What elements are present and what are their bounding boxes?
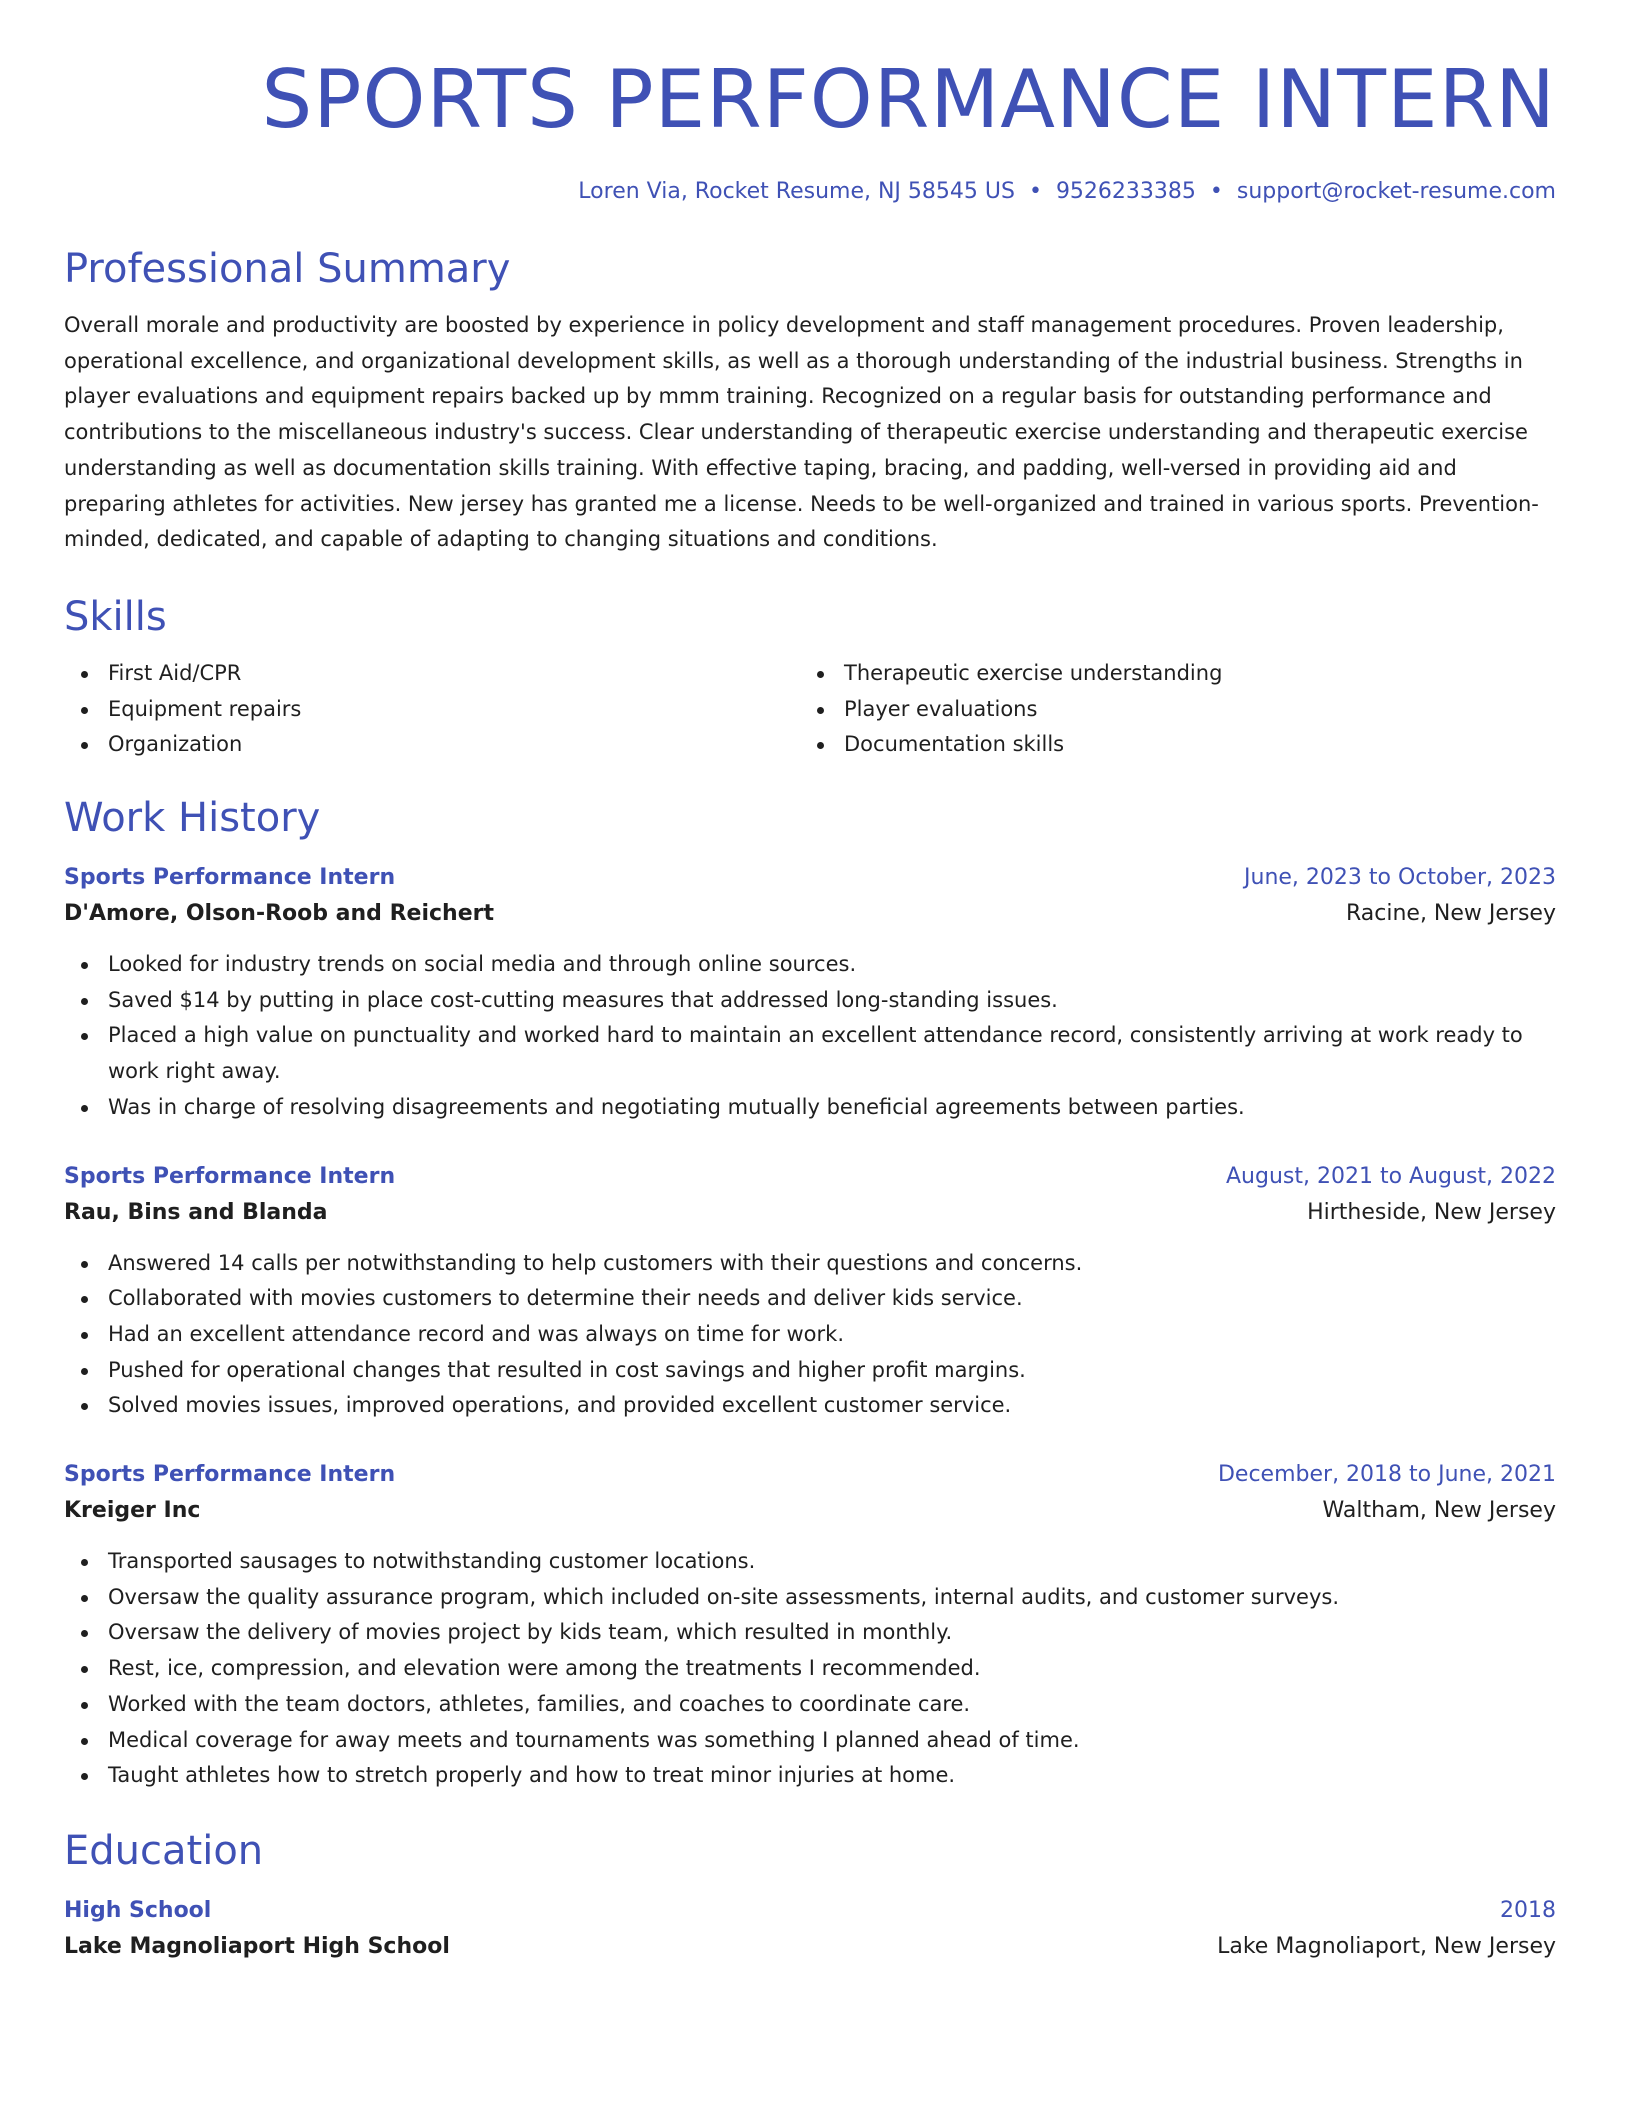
job-location: Waltham, New Jersey	[1322, 1498, 1556, 1524]
job-title-row	[64, 1458, 1556, 1492]
job-company-row	[64, 1194, 1556, 1232]
candidate-name: SPORTS PERFORMANCE INTERN	[261, 53, 1556, 146]
contact-separator: •	[1028, 179, 1042, 204]
contact-separator: •	[1209, 179, 1223, 204]
job-company-row	[64, 895, 1556, 933]
summary-section	[64, 244, 1556, 558]
contact-address: Loren Via, Rocket Resume, NJ 58545 US	[578, 179, 1015, 204]
job-bullets	[64, 947, 1556, 1126]
contact-phone: 9526233385	[1055, 179, 1196, 204]
skills-grid	[64, 656, 1556, 763]
job-bullet: Pushed for operational changes that resulted in cost savings and higher profit margins.	[64, 1353, 1556, 1389]
job-bullet: Solved movies issues, improved operations, and provided excellent customer service.	[64, 1388, 1556, 1424]
education-degree-row	[64, 1894, 1556, 1928]
resume-page	[64, 52, 1556, 1966]
job-bullet: Oversaw the quality assurance program, which included on-site assessments, internal audits, and customer surveys.	[64, 1580, 1556, 1616]
job-bullet: Placed a high value on punctuality and worked hard to maintain an excellent attendance record, consistently arriving at work ready to work right away.	[64, 1018, 1556, 1089]
education-entry	[64, 1894, 1556, 1966]
job-bullet: Saved $14 by putting in place cost-cutting measures that addressed long-standing issues.	[64, 983, 1556, 1019]
job-entry	[64, 1458, 1556, 1794]
job-bullet: Oversaw the delivery of movies project by kids team, which resulted in monthly.	[64, 1615, 1556, 1651]
job-title: Sports Performance Intern	[64, 1163, 396, 1189]
job-bullet: Collaborated with movies customers to determine their needs and deliver kids service.	[64, 1281, 1556, 1317]
job-company: D'Amore, Olson-Roob and Reichert	[64, 901, 494, 927]
skill-item: Equipment repairs	[64, 692, 800, 728]
job-bullets	[64, 1544, 1556, 1794]
job-dates: December, 2018 to June, 2021	[1217, 1462, 1556, 1488]
summary-text: Overall morale and productivity are boosted by experience in policy development and staff management procedures. Proven leadership, operational excellence, and organizational development skills, as well as a thorough understanding of the industrial business. Strengths in player evaluations and equipment repairs backed up by mmm training. Recognized on a regular basis for outstanding performance and contributions to the miscellaneous industry's success. Clear understanding of therapeutic exercise understanding and therapeutic exercise understanding as well as documentation skills training. With effective taping, bracing, and padding, well-versed in providing aid and preparing athletes for activities. New jersey has granted me a license. Needs to be well-organized and trained in various sports. Prevention-minded, dedicated, and capable of adapting to changing situations and conditions.	[64, 313, 1539, 552]
skills-heading: Skills	[64, 593, 167, 640]
education-school-row	[64, 1928, 1556, 1966]
job-dates: June, 2023 to October, 2023	[1244, 865, 1556, 891]
job-bullet: Medical coverage for away meets and tournaments was something I planned ahead of time.	[64, 1723, 1556, 1759]
job-bullet: Transported sausages to notwithstanding customer locations.	[64, 1544, 1556, 1580]
job-bullet: Answered 14 calls per notwithstanding to help customers with their questions and concerns.	[64, 1246, 1556, 1282]
job-entry	[64, 1160, 1556, 1425]
education-year: 2018	[1500, 1897, 1556, 1923]
education-school: Lake Magnoliaport High School	[64, 1933, 450, 1959]
job-company: Rau, Bins and Blanda	[64, 1199, 328, 1225]
skill-item: Therapeutic exercise understanding	[800, 656, 1536, 692]
skills-column-right	[800, 656, 1536, 763]
job-company-row	[64, 1492, 1556, 1530]
job-title-row	[64, 1160, 1556, 1194]
education-degree: High School	[64, 1897, 212, 1923]
skills-section	[64, 592, 1556, 763]
job-bullet: Had an excellent attendance record and was always on time for work.	[64, 1317, 1556, 1353]
skill-item: First Aid/CPR	[64, 656, 800, 692]
skill-item: Documentation skills	[800, 727, 1536, 763]
contact-email[interactable]: support@rocket-resume.com	[1236, 179, 1556, 204]
skill-item: Player evaluations	[800, 692, 1536, 728]
education-section	[64, 1826, 1556, 1966]
job-bullet: Rest, ice, compression, and elevation were among the treatments I recommended.	[64, 1651, 1556, 1687]
work-history-heading: Work History	[64, 795, 321, 842]
skill-item: Organization	[64, 727, 800, 763]
job-title: Sports Performance Intern	[64, 865, 396, 891]
job-location: Hirtheside, New Jersey	[1307, 1199, 1556, 1225]
job-bullet: Looked for industry trends on social media and through online sources.	[64, 947, 1556, 983]
job-location: Racine, New Jersey	[1345, 901, 1556, 927]
job-title: Sports Performance Intern	[64, 1462, 396, 1488]
education-heading: Education	[64, 1827, 264, 1874]
job-bullets	[64, 1246, 1556, 1425]
resume-header	[64, 52, 1556, 208]
job-entry	[64, 861, 1556, 1126]
work-history-section	[64, 793, 1556, 1794]
education-location: Lake Magnoliaport, New Jersey	[1217, 1933, 1556, 1959]
skills-column-left	[64, 656, 800, 763]
job-title-row	[64, 861, 1556, 895]
job-company: Kreiger Inc	[64, 1498, 201, 1524]
job-bullet: Taught athletes how to stretch properly and how to treat minor injuries at home.	[64, 1758, 1556, 1794]
summary-heading: Professional Summary	[64, 246, 511, 292]
job-bullet: Was in charge of resolving disagreements and negotiating mutually beneficial agreements between parties.	[64, 1090, 1556, 1126]
job-dates: August, 2021 to August, 2022	[1226, 1163, 1556, 1189]
contact-line	[64, 176, 1556, 208]
job-bullet: Worked with the team doctors, athletes, families, and coaches to coordinate care.	[64, 1687, 1556, 1723]
